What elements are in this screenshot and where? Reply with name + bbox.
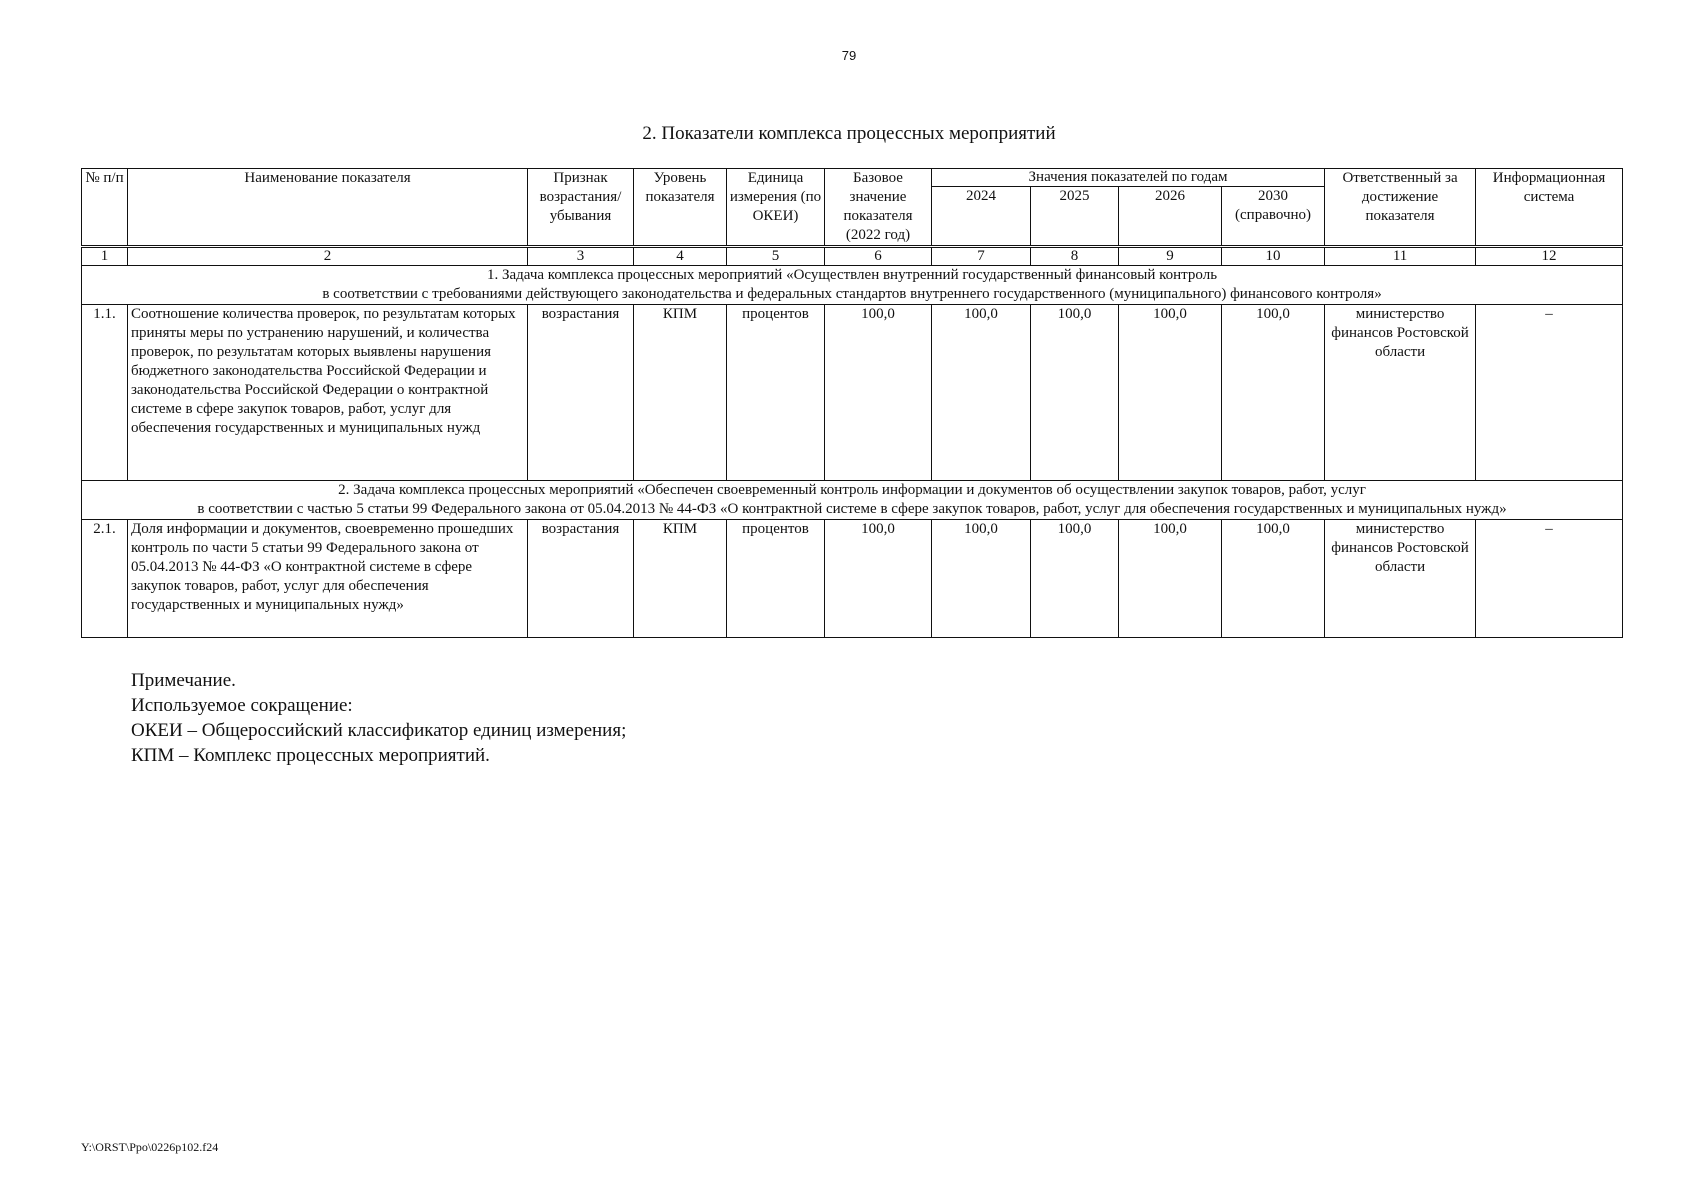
column-number: 10 xyxy=(1222,247,1325,266)
indicator-value-2025: 100,0 xyxy=(1031,520,1119,638)
column-number: 4 xyxy=(634,247,727,266)
table-row xyxy=(82,305,1623,481)
header-unit: Единица измерения (по ОКЕИ) xyxy=(727,169,825,247)
task-1-row xyxy=(82,266,1623,305)
column-number: 6 xyxy=(825,247,932,266)
row-number: 1.1. xyxy=(82,305,128,481)
indicator-unit: процентов xyxy=(727,305,825,481)
indicator-sign: возрастания xyxy=(528,520,634,638)
indicator-value-2030: 100,0 xyxy=(1222,520,1325,638)
header-year-2026: 2026 xyxy=(1119,187,1222,247)
column-number: 3 xyxy=(528,247,634,266)
column-number: 8 xyxy=(1031,247,1119,266)
footer-file-path: Y:\ORST\Ppo\0226p102.f24 xyxy=(81,1140,219,1154)
task-2-cell xyxy=(82,481,1623,520)
column-number: 1 xyxy=(82,247,128,266)
header-year-2030: 2030 (справочно) xyxy=(1222,187,1325,247)
column-number: 9 xyxy=(1119,247,1222,266)
page-number: 79 xyxy=(841,48,857,63)
indicator-info-system: – xyxy=(1476,520,1623,638)
indicator-name: Доля информации и документов, своевременно прошедших контроль по части 5 статьи 99 Федерального закона от 05.04.2013 № 44-ФЗ «О контрактной системе в сфере закупок товаров, работ, услуг для обеспечения государственных и муниципальных нужд» xyxy=(128,520,528,638)
indicator-value-2026: 100,0 xyxy=(1119,520,1222,638)
header-level: Уровень показателя xyxy=(634,169,727,247)
header-year-2025: 2025 xyxy=(1031,187,1119,247)
indicator-sign: возрастания xyxy=(528,305,634,481)
header-name: Наименование показателя xyxy=(128,169,528,247)
task-2-line-1: 2. Задача комплекса процессных мероприятий «Обеспечен своевременный контроль информации и документов об осуществлении закупок товаров, работ, услуг xyxy=(338,482,1366,498)
indicator-level: КПМ xyxy=(634,305,727,481)
section-title: 2. Показатели комплекса процессных мероприятий xyxy=(642,123,1056,144)
row-number: 2.1. xyxy=(82,520,128,638)
task-1-line-2: в соответствии с требованиями действующего законодательства и федеральных стандартов внутреннего государственного (муниципального) финансового контроля» xyxy=(322,286,1382,302)
indicator-unit: процентов xyxy=(727,520,825,638)
header-year-2024: 2024 xyxy=(932,187,1031,247)
indicators-table xyxy=(81,168,1623,638)
indicator-base-value: 100,0 xyxy=(825,520,932,638)
task-2-row xyxy=(82,481,1623,520)
indicator-value-2030: 100,0 xyxy=(1222,305,1325,481)
notes-block xyxy=(131,668,626,768)
column-numbers-row xyxy=(82,247,1623,266)
header-responsible: Ответственный за достижение показателя xyxy=(1325,169,1476,247)
task-1-line-1: 1. Задача комплекса процессных мероприятий «Осуществлен внутренний государственный финансовый контроль xyxy=(486,267,1218,283)
header-num: № п/п xyxy=(82,169,128,247)
header-sign: Признак возрастания/ убывания xyxy=(528,169,634,247)
task-1-cell xyxy=(82,266,1623,305)
indicator-responsible: министерство финансов Ростовской области xyxy=(1325,520,1476,638)
column-number: 2 xyxy=(128,247,528,266)
indicator-value-2024: 100,0 xyxy=(932,305,1031,481)
header-base: Базовое значение показателя (2022 год) xyxy=(825,169,932,247)
column-number: 11 xyxy=(1325,247,1476,266)
header-row-1 xyxy=(82,169,1623,187)
indicator-info-system: – xyxy=(1476,305,1623,481)
notes-abbreviation-title: Используемое сокращение: xyxy=(131,695,353,716)
indicator-base-value: 100,0 xyxy=(825,305,932,481)
column-number: 12 xyxy=(1476,247,1623,266)
table-row xyxy=(82,520,1623,638)
notes-heading: Примечание. xyxy=(131,670,236,691)
indicator-value-2024: 100,0 xyxy=(932,520,1031,638)
indicator-level: КПМ xyxy=(634,520,727,638)
notes-okei: ОКЕИ – Общероссийский классификатор единиц измерения; xyxy=(131,720,627,741)
indicator-value-2026: 100,0 xyxy=(1119,305,1222,481)
header-years-group: Значения показателей по годам xyxy=(932,169,1325,187)
notes-kpm: КПМ – Комплекс процессных мероприятий. xyxy=(131,745,490,766)
header-info-system: Информационная система xyxy=(1476,169,1623,247)
task-2-line-2: в соответствии с частью 5 статьи 99 Федерального закона от 05.04.2013 № 44-ФЗ «О контрактной системе в сфере закупок товаров, работ, услуг для обеспечения государственных и муниципальных нужд» xyxy=(197,501,1507,517)
indicator-responsible: министерство финансов Ростовской области xyxy=(1325,305,1476,481)
column-number: 5 xyxy=(727,247,825,266)
indicator-name: Соотношение количества проверок, по результатам которых приняты меры по устранению нарушений, и количества проверок, по результатам которых выявлены нарушения бюджетного законодательства Российской Федерации и законодательства Российской Федерации о контрактной системе в сфере закупок товаров, работ, услуг для обеспечения государственных и муниципальных нужд xyxy=(128,305,528,481)
column-number: 7 xyxy=(932,247,1031,266)
indicator-value-2025: 100,0 xyxy=(1031,305,1119,481)
